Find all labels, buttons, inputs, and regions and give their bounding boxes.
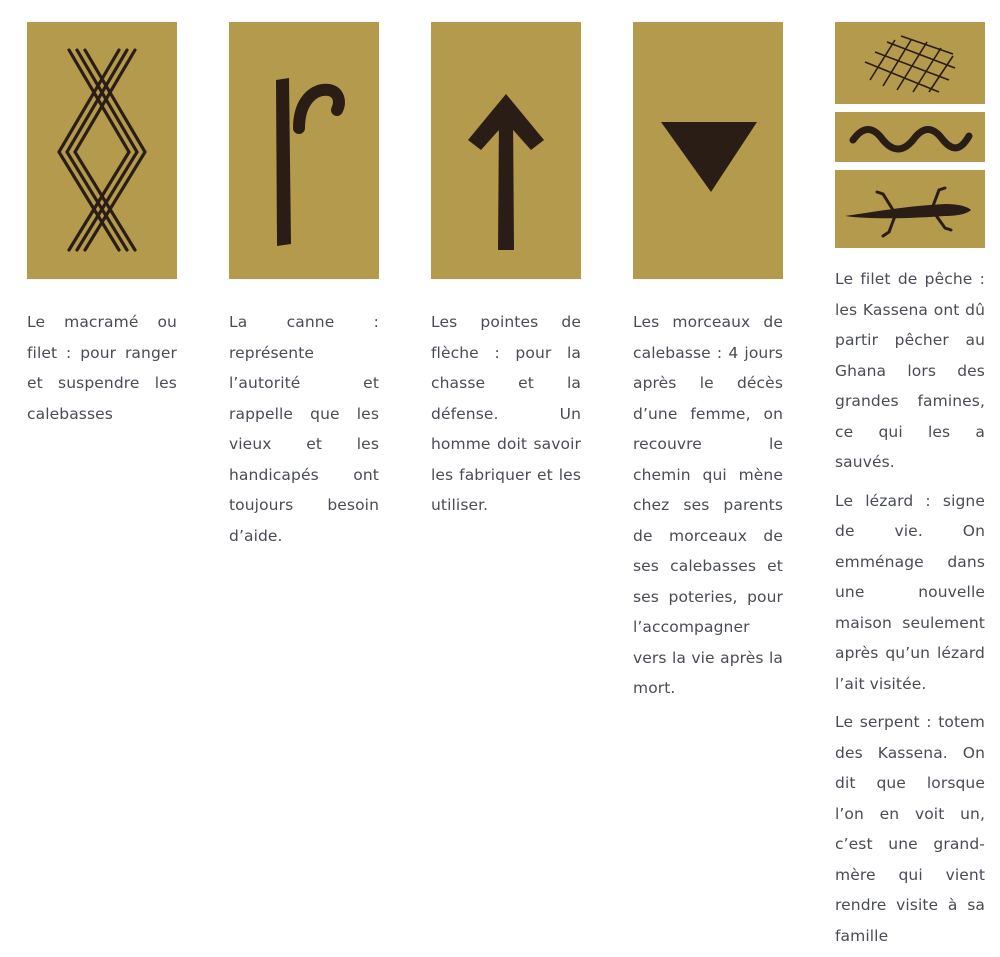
arrowhead-icon	[431, 22, 581, 279]
symbol-column-arrowhead	[431, 22, 581, 521]
symbol-description: Les morceaux de calebasse : 4 jours après le décès d’une femme, on recouvre le chemin qui mène chez ses parents de morceaux de ses calebasses et ses poteries, pour l’accompagner vers la vie après la mort.	[633, 313, 783, 697]
snake-icon	[835, 112, 985, 162]
symbol-tile	[835, 22, 985, 104]
symbol-tile	[633, 22, 783, 279]
symbol-column-macrame	[27, 22, 177, 429]
symbol-description: Le lézard : signe de vie. On emménage dans une nouvelle maison seulement après qu’un lézard l’ait visitée.	[835, 491, 985, 693]
symbol-column-cane	[229, 22, 379, 551]
symbol-column-multi	[835, 22, 985, 951]
symbol-tile	[431, 22, 581, 279]
symbol-description: Les pointes de flèche : pour la chasse et la défense. Un homme doit savoir les fabriquer et les utiliser.	[431, 313, 581, 514]
symbol-tile	[229, 22, 379, 279]
symbol-description: La canne : représente l’autorité et rappelle que les vieux et les handicapés ont toujours besoin d’aide.	[229, 313, 379, 545]
symbol-description: Le macramé ou filet : pour ranger et suspendre les calebasses	[27, 313, 177, 423]
symbol-tile	[835, 112, 985, 162]
calabash-piece-icon	[633, 22, 783, 279]
cane-icon	[229, 22, 379, 279]
symbol-tile	[27, 22, 177, 279]
symbol-column-calabash	[633, 22, 783, 704]
lizard-icon	[835, 170, 985, 248]
symbol-description: Le filet de pêche : les Kassena ont dû partir pêcher au Ghana lors des grandes famines, ce qui les a sauvés.	[835, 270, 985, 471]
symbol-tile	[835, 170, 985, 248]
macrame-net-icon	[27, 22, 177, 279]
fishing-net-icon	[835, 22, 985, 104]
symbol-description: Le serpent : totem des Kassena. On dit que lorsque l’on en voit un, c’est une grand-mère qui vient rendre visite à sa famille	[835, 713, 985, 945]
